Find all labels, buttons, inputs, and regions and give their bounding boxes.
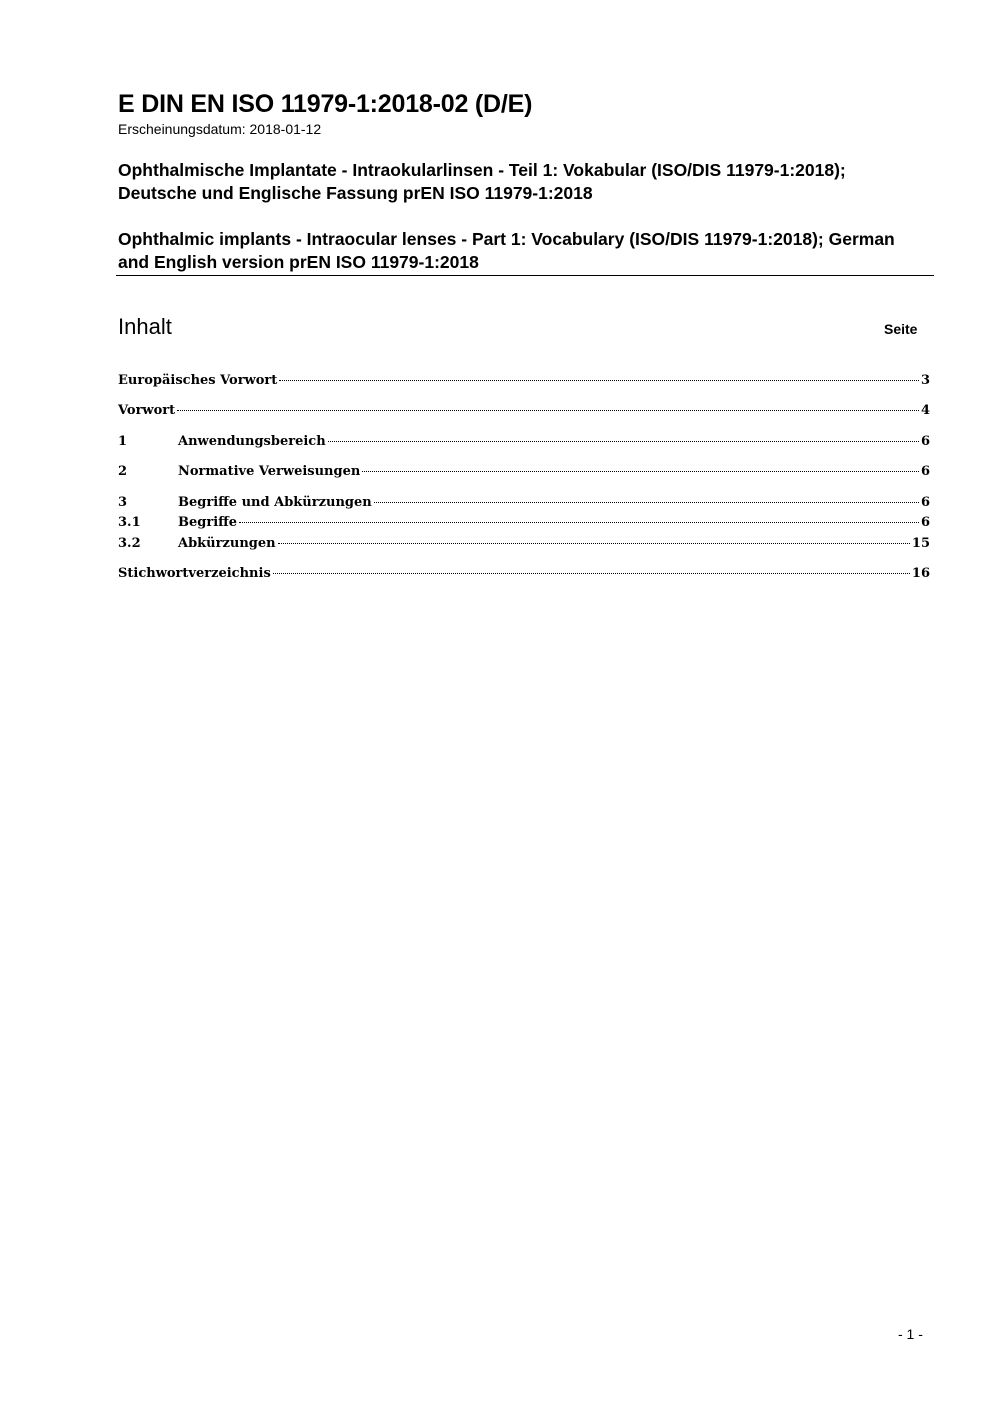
toc-entry-number: 1 — [118, 434, 128, 449]
toc-entry-label: Abkürzungen — [178, 536, 276, 551]
header-divider — [116, 275, 934, 276]
toc-page-column-label: Seite — [884, 321, 918, 337]
toc-entry[interactable] — [118, 403, 930, 421]
toc-entry-number: 3 — [118, 495, 128, 510]
toc-leader — [328, 441, 919, 442]
toc-entry-number: 3.2 — [118, 536, 141, 551]
toc-entry[interactable] — [118, 566, 930, 584]
publication-date: Erscheinungsdatum: 2018-01-12 — [118, 121, 322, 137]
toc-leader — [279, 380, 919, 381]
toc-entry-page: 6 — [920, 495, 930, 510]
title-german: Ophthalmische Implantate - Intraokularlinsen - Teil 1: Vokabular (ISO/DIS 11979-1:2018); Deutsche und Englische Fassung prEN ISO 11979-1:2018 — [118, 160, 846, 203]
toc-heading: Inhalt — [118, 314, 172, 339]
toc-entry-page: 6 — [920, 434, 930, 449]
toc-entry-label: Vorwort — [118, 403, 176, 418]
toc-entry-page: 16 — [911, 566, 930, 581]
toc-entry[interactable] — [118, 373, 930, 391]
document-title: E DIN EN ISO 11979-1:2018-02 (D/E) — [118, 90, 533, 118]
title-english: Ophthalmic implants - Intraocular lenses - Part 1: Vocabulary (ISO/DIS 11979-1:2018); German and English version prEN ISO 11979-1:2018 — [118, 229, 895, 272]
toc-entry[interactable] — [118, 515, 930, 533]
toc-entry-label: Stichwortverzeichnis — [118, 566, 271, 581]
toc-entry-page: 15 — [911, 536, 930, 551]
toc-entry-page: 4 — [920, 403, 930, 418]
toc-entry[interactable] — [118, 495, 930, 513]
toc-entry-label: Begriffe und Abkürzungen — [178, 495, 372, 510]
toc-entry[interactable] — [118, 464, 930, 482]
page-number: - 1 - — [898, 1326, 923, 1342]
toc-leader — [273, 573, 910, 574]
toc-entry[interactable] — [118, 434, 930, 452]
toc-entry-number: 3.1 — [118, 515, 141, 530]
toc-leader — [374, 502, 919, 503]
toc-entry-label: Begriffe — [178, 515, 238, 530]
toc-leader — [177, 410, 919, 411]
toc-entry[interactable] — [118, 536, 930, 554]
toc-entry-page: 3 — [920, 373, 930, 388]
toc-leader — [239, 522, 919, 523]
toc-leader — [278, 543, 910, 544]
toc-entry-number: 2 — [118, 464, 128, 479]
toc-entry-label: Normative Verweisungen — [178, 464, 361, 479]
toc-entry-label: Europäisches Vorwort — [118, 373, 278, 388]
toc-entry-page: 6 — [920, 515, 930, 530]
toc-entry-label: Anwendungsbereich — [178, 434, 326, 449]
toc-entry-page: 6 — [920, 464, 930, 479]
toc-leader — [362, 471, 919, 472]
